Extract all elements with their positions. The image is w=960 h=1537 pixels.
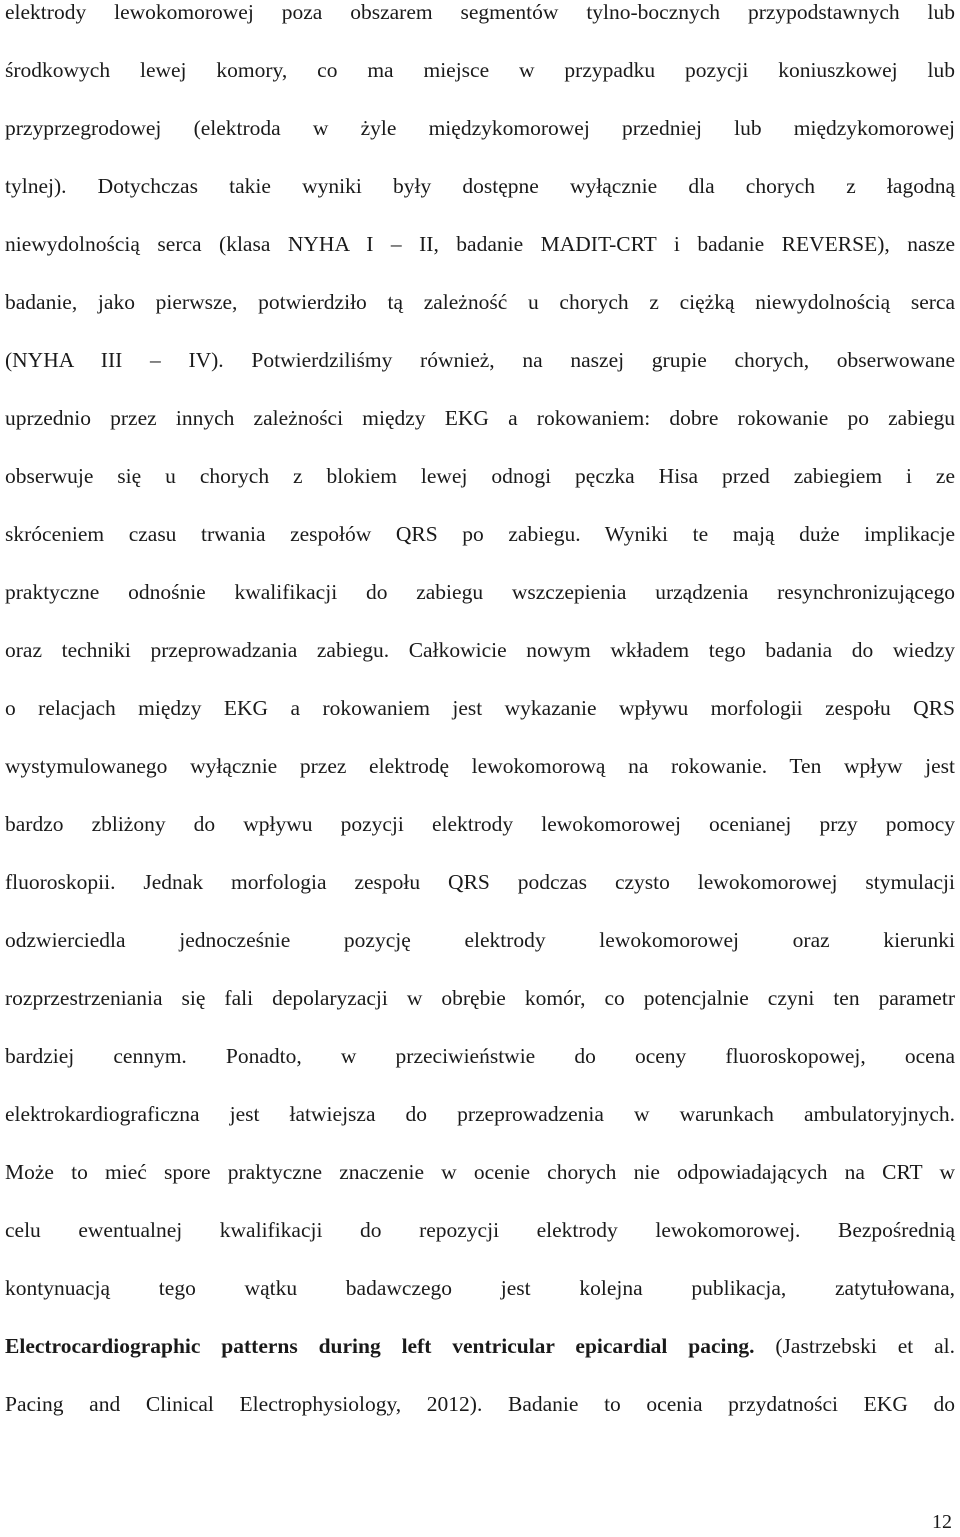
- text-line: badanie, jako pierwsze, potwierdziło tą zależność u chorych z ciężką niewydolnością serca: [5, 290, 955, 314]
- text-line: bardziej cennym. Ponadto, w przeciwieństwie do oceny fluoroskopowej, ocena: [5, 1044, 955, 1068]
- text-line: rozprzestrzeniania się fali depolaryzacji w obrębie komór, co potencjalnie czyni ten parametr: [5, 986, 955, 1010]
- page-number: 12: [932, 1511, 952, 1533]
- text-line: obserwuje się u chorych z blokiem lewej odnogi pęczka Hisa przed zabiegiem i ze: [5, 464, 955, 488]
- text-line: elektrody lewokomorowej poza obszarem segmentów tylno-bocznych przypodstawnych lub: [5, 0, 955, 24]
- text-line: (NYHA III – IV). Potwierdziliśmy również, na naszej grupie chorych, obserwowane: [5, 348, 955, 372]
- text-line: odzwierciedla jednocześnie pozycję elektrody lewokomorowej oraz kierunki: [5, 928, 955, 952]
- text-line: o relacjach między EKG a rokowaniem jest wykazanie wpływu morfologii zespołu QRS: [5, 696, 955, 720]
- citation-text: (Jastrzebski et al.: [754, 1334, 956, 1358]
- text-line: wystymulowanego wyłącznie przez elektrodę lewokomorową na rokowanie. Ten wpływ jest: [5, 754, 955, 778]
- text-line-with-citation: [5, 1326, 955, 1366]
- publication-title: Electrocardiographic patterns during left ventricular epicardial pacing.: [5, 1334, 755, 1358]
- text-line: uprzednio przez innych zależności między EKG a rokowaniem: dobre rokowanie po zabiegu: [5, 406, 955, 430]
- text-line: praktyczne odnośnie kwalifikacji do zabiegu wszczepienia urządzenia resynchronizującego: [5, 580, 955, 604]
- text-line: Pacing and Clinical Electrophysiology, 2012). Badanie to ocenia przydatności EKG do: [5, 1392, 955, 1416]
- text-line: celu ewentualnej kwalifikacji do repozycji elektrody lewokomorowej. Bezpośrednią: [5, 1218, 955, 1242]
- text-line: oraz techniki przeprowadzania zabiegu. Całkowicie nowym wkładem tego badania do wiedzy: [5, 638, 955, 662]
- text-line: kontynuacją tego wątku badawczego jest kolejna publikacja, zatytułowana,: [5, 1276, 955, 1300]
- text-line: fluoroskopii. Jednak morfologia zespołu QRS podczas czysto lewokomorowej stymulacji: [5, 870, 955, 894]
- text-line: przyprzegrodowej (elektroda w żyle międzykomorowej przedniej lub międzykomorowej: [5, 116, 955, 140]
- text-line: bardzo zbliżony do wpływu pozycji elektrody lewokomorowej ocenianej przy pomocy: [5, 812, 955, 836]
- text-line: Może to mieć spore praktyczne znaczenie w ocenie chorych nie odpowiadających na CRT w: [5, 1160, 955, 1184]
- text-line: środkowych lewej komory, co ma miejsce w przypadku pozycji koniuszkowej lub: [5, 58, 955, 82]
- text-line: niewydolnością serca (klasa NYHA I – II, badanie MADIT-CRT i badanie REVERSE), nasze: [5, 232, 955, 256]
- text-line: elektrokardiograficzna jest łatwiejsza do przeprowadzenia w warunkach ambulatoryjnych.: [5, 1102, 955, 1126]
- text-line: tylnej). Dotychczas takie wyniki były dostępne wyłącznie dla chorych z łagodną: [5, 174, 955, 198]
- text-line: skróceniem czasu trwania zespołów QRS po zabiegu. Wyniki te mają duże implikacje: [5, 522, 955, 546]
